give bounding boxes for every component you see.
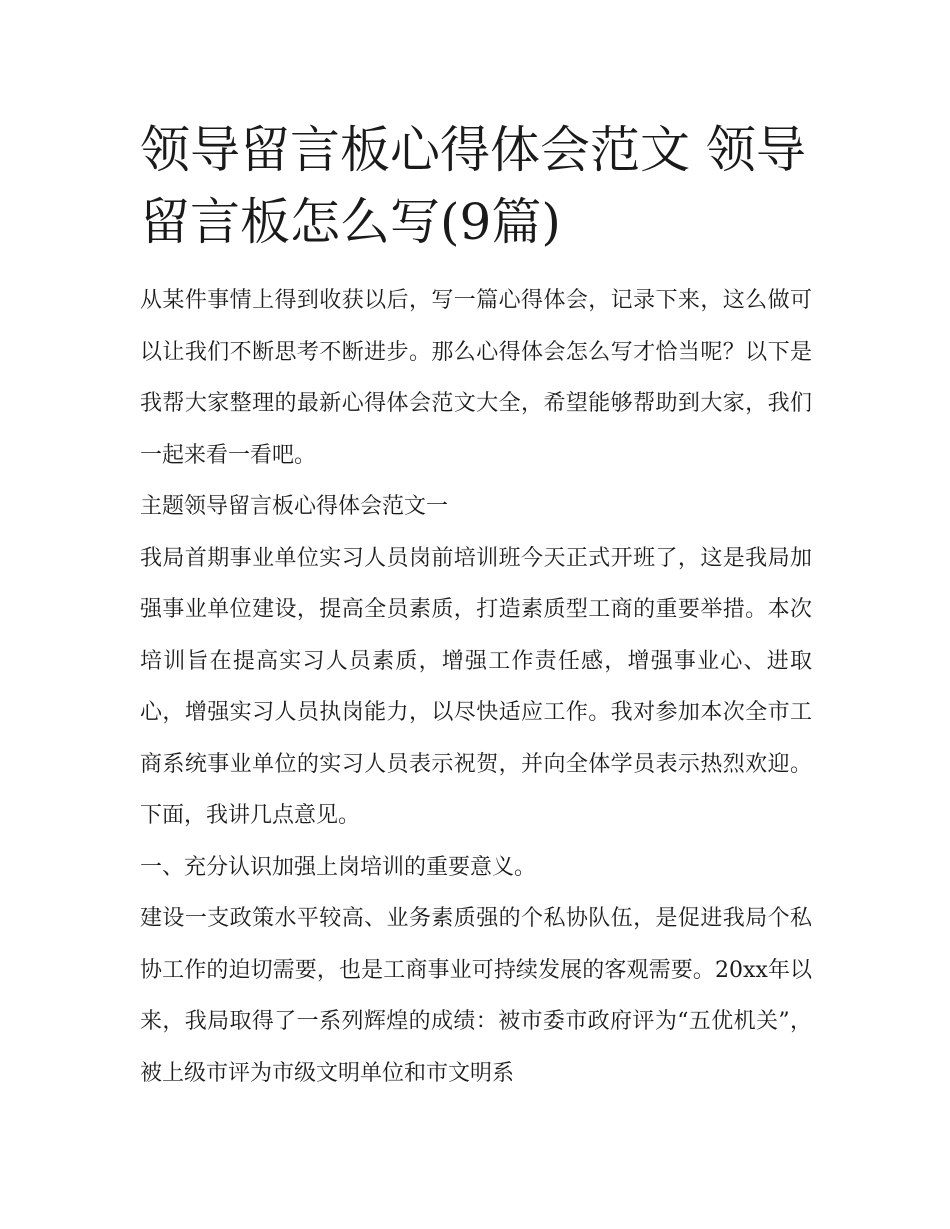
body-paragraph: 我局首期事业单位实习人员岗前培训班今天正式开班了，这是我局加强事业单位建设，提高全员素质，打造素质型工商的重要举措。本次培训旨在提高实习人员素质，增强工作责任感，增强事业心、进取心，增强实习人员执岗能力，以尽快适应工作。我对参加本次全市工商系统事业单位的实习人员表示祝贺，并向全体学员表示热烈欢迎。下面，我讲几点意见。 — [140, 545, 812, 828]
document-title: 领导留言板心得体会范文 领导留言板怎么写(9篇) — [140, 121, 806, 251]
document-body — [140, 275, 812, 1099]
point-heading: 一、充分认识加强上岗培训的重要意义。 — [140, 854, 537, 880]
section-heading: 主题领导留言板心得体会范文一 — [140, 494, 449, 519]
intro-paragraph: 从某件事情上得到收获以后，写一篇心得体会，记录下来，这么做可以让我们不断思考不断进步。那么心得体会怎么写才恰当呢？以下是我帮大家整理的最新心得体会范文大全，希望能够帮助到大家，我们一起来看一看吧。 — [140, 288, 812, 468]
body-paragraph: 建设一支政策水平较高、业务素质强的个私协队伍，是促进我局个私协工作的迫切需要，也是工商事业可持续发展的客观需要。20xx年以来，我局取得了一系列辉煌的成绩：被市委市政府评为“五优机关”，被上级市评为市级文明单位和市文明系 — [140, 906, 812, 1086]
